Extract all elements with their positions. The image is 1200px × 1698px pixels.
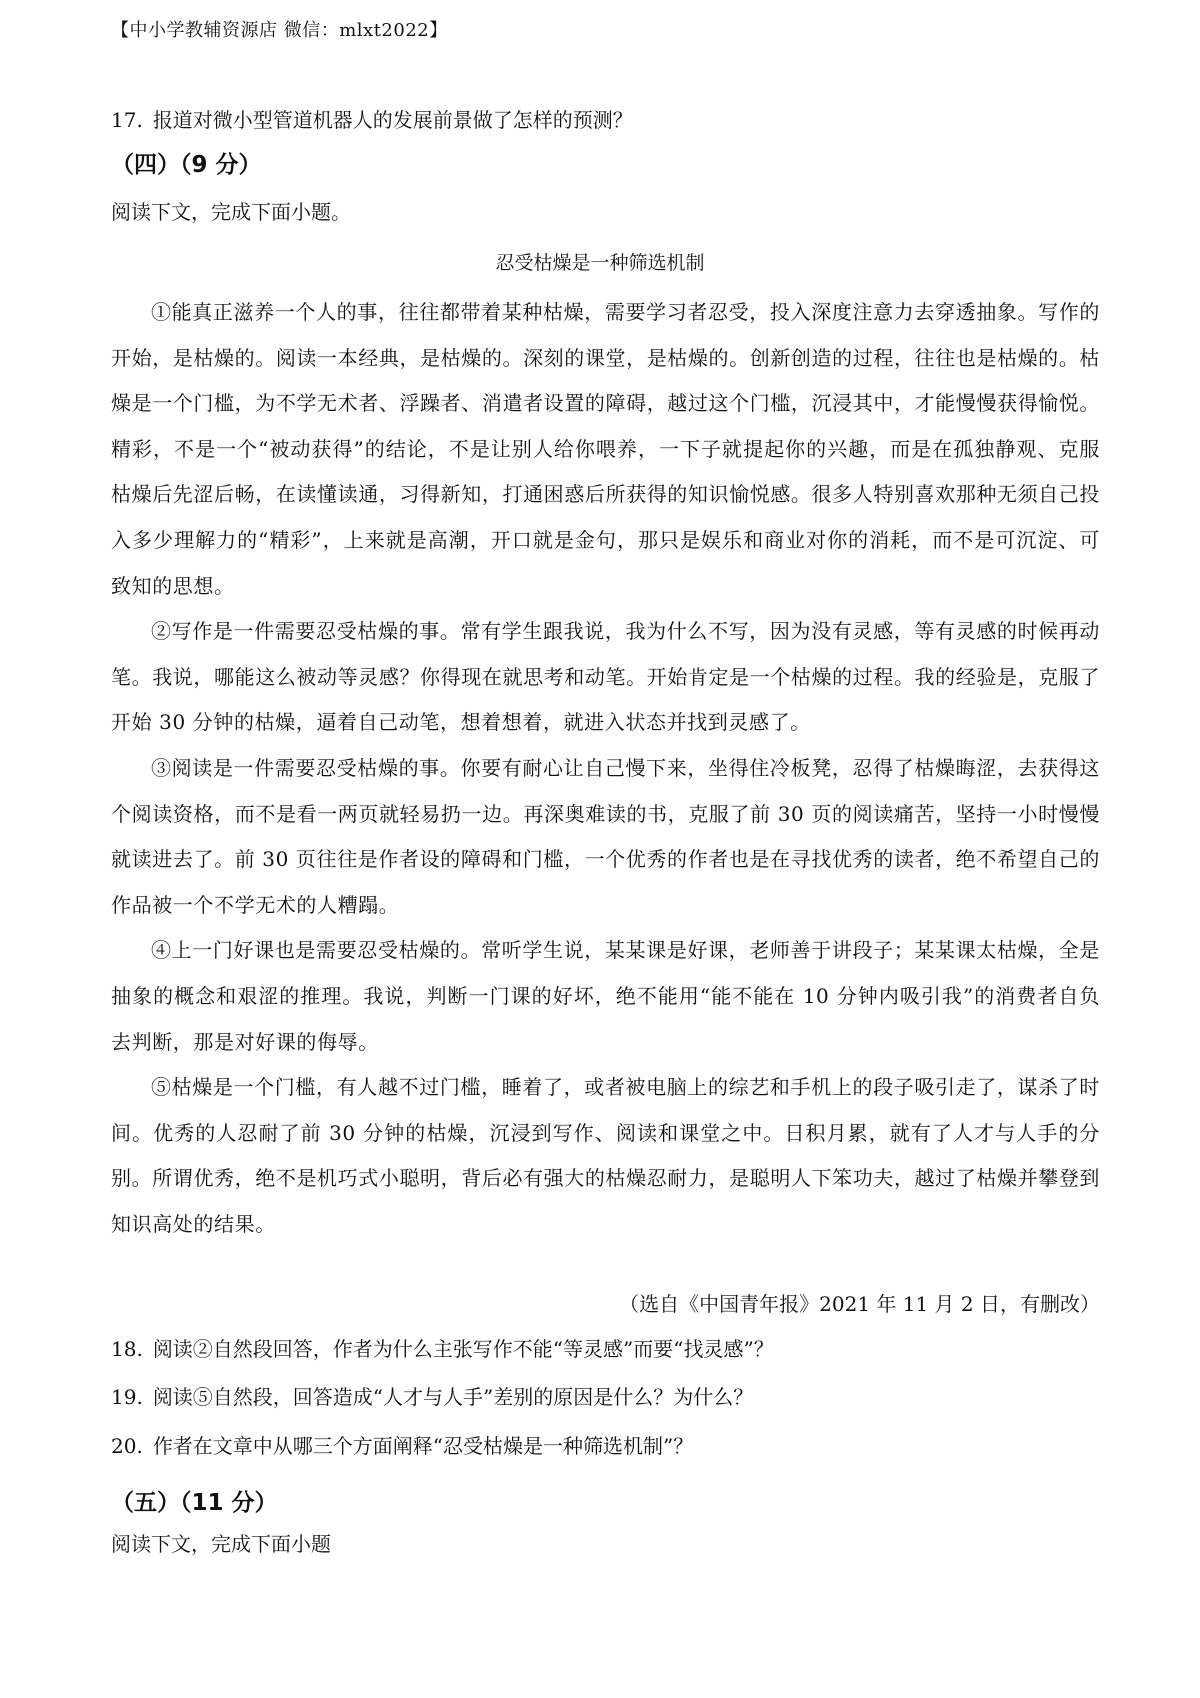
article-paragraph-5: ⑤枯燥是一个门槛，有人越不过门槛，睡着了，或者被电脑上的综艺和手机上的段子吸引走了，谋杀了时间。优秀的人忍耐了前 30 分钟的枯燥，沉浸到写作、阅读和课堂之中。日积月累，就有了人才与人手的分别。所谓优秀，绝不是机巧式小聪明，背后必有强大的枯燥忍耐力，是聪明人下笨功夫，越过了枯燥并攀登到知识高处的结果。 [111,1075,1100,1236]
question-text: 阅读⑤自然段，回答造成“人才与人手”差别的原因是什么？为什么？ [152,1385,754,1409]
question-text: 阅读②自然段回答，作者为什么主张写作不能“等灵感”而要“找灵感”？ [152,1337,774,1361]
article-paragraph-3: ③阅读是一件需要忍受枯燥的事。你要有耐心让自己慢下来，坐得住冷板凳，忍得了枯燥晦涩，去获得这个阅读资格，而不是看一两页就轻易扔一边。再深奥难读的书，克服了前 30 页的阅读痛苦，坚持一小时慢慢就读进去了。前 30 页往往是作者设的障碍和门槛，一个优秀的作者也是在寻找优秀的读者，绝不希望自己的作品被一个不学无术的人糟蹋。 [111,755,1100,917]
question-18 [111,1333,774,1362]
article-paragraph-4: ④上一门好课也是需要忍受枯燥的。常听学生说，某某课是好课，老师善于讲段子；某某课太枯燥，全是抽象的概念和艰涩的推理。我说，判断一门课的好坏，绝不能用“能不能在 10 分钟内吸引我”的消费者自负去判断，那是对好课的侮辱。 [111,938,1100,1054]
section-5-instruction: 阅读下文，完成下面小题 [111,1532,331,1556]
page-header-watermark: 【中小学教辅资源店 微信：mlxt2022】 [111,20,448,41]
section-4-heading: （四）（9 分） [111,152,262,178]
question-number: 17. [111,108,143,132]
question-number: 18. [111,1337,143,1361]
question-number: 19. [111,1385,143,1409]
question-text: 作者在文章中从哪三个方面阐释“忍受枯燥是一种筛选机制”？ [152,1434,694,1458]
section-4-instruction: 阅读下文，完成下面小题。 [111,200,351,224]
question-text: 报道对微小型管道机器人的发展前景做了怎样的预测？ [152,108,633,132]
question-number: 20. [111,1434,143,1458]
article-body [111,290,1100,1247]
article-title: 忍受枯燥是一种筛选机制 [495,252,705,274]
article-paragraph-1: ①能真正滋养一个人的事，往往都带着某种枯燥，需要学习者忍受，投入深度注意力去穿透抽象。写作的开始，是枯燥的。阅读一本经典，是枯燥的。深刻的课堂，是枯燥的。创新创造的过程，往往也是枯燥的。枯燥是一个门槛，为不学无术者、浮躁者、消遣者设置的障碍，越过这个门槛，沉浸其中，才能慢慢获得愉悦。精彩，不是一个“被动获得”的结论，不是让别人给你喂养，一下子就提起你的兴趣，而是在孤独静观、克服枯燥后先涩后畅，在读懂读通，习得新知，打通困惑后所获得的知识愉悦感。很多人特别喜欢那种无须自己投入多少理解力的“精彩”，上来就是高潮，开口就是金句，那只是娱乐和商业对你的消耗，而不是可沉淀、可致知的思想。 [111,300,1100,598]
question-20 [111,1430,693,1459]
article-paragraph-2: ②写作是一件需要忍受枯燥的事。常有学生跟我说，我为什么不写，因为没有灵感，等有灵感的时候再动笔。我说，哪能这么被动等灵感？你得现在就思考和动笔。开始肯定是一个枯燥的过程。我的经验是，克服了开始 30 分钟的枯燥，逼着自己动笔，想着想着，就进入状态并找到灵感了。 [111,619,1100,735]
question-17 [111,104,633,133]
article-source: （选自《中国青年报》2021 年 11 月 2 日，有删改） [619,1292,1100,1316]
question-19 [111,1381,753,1410]
section-5-heading: （五）（11 分） [111,1490,278,1516]
